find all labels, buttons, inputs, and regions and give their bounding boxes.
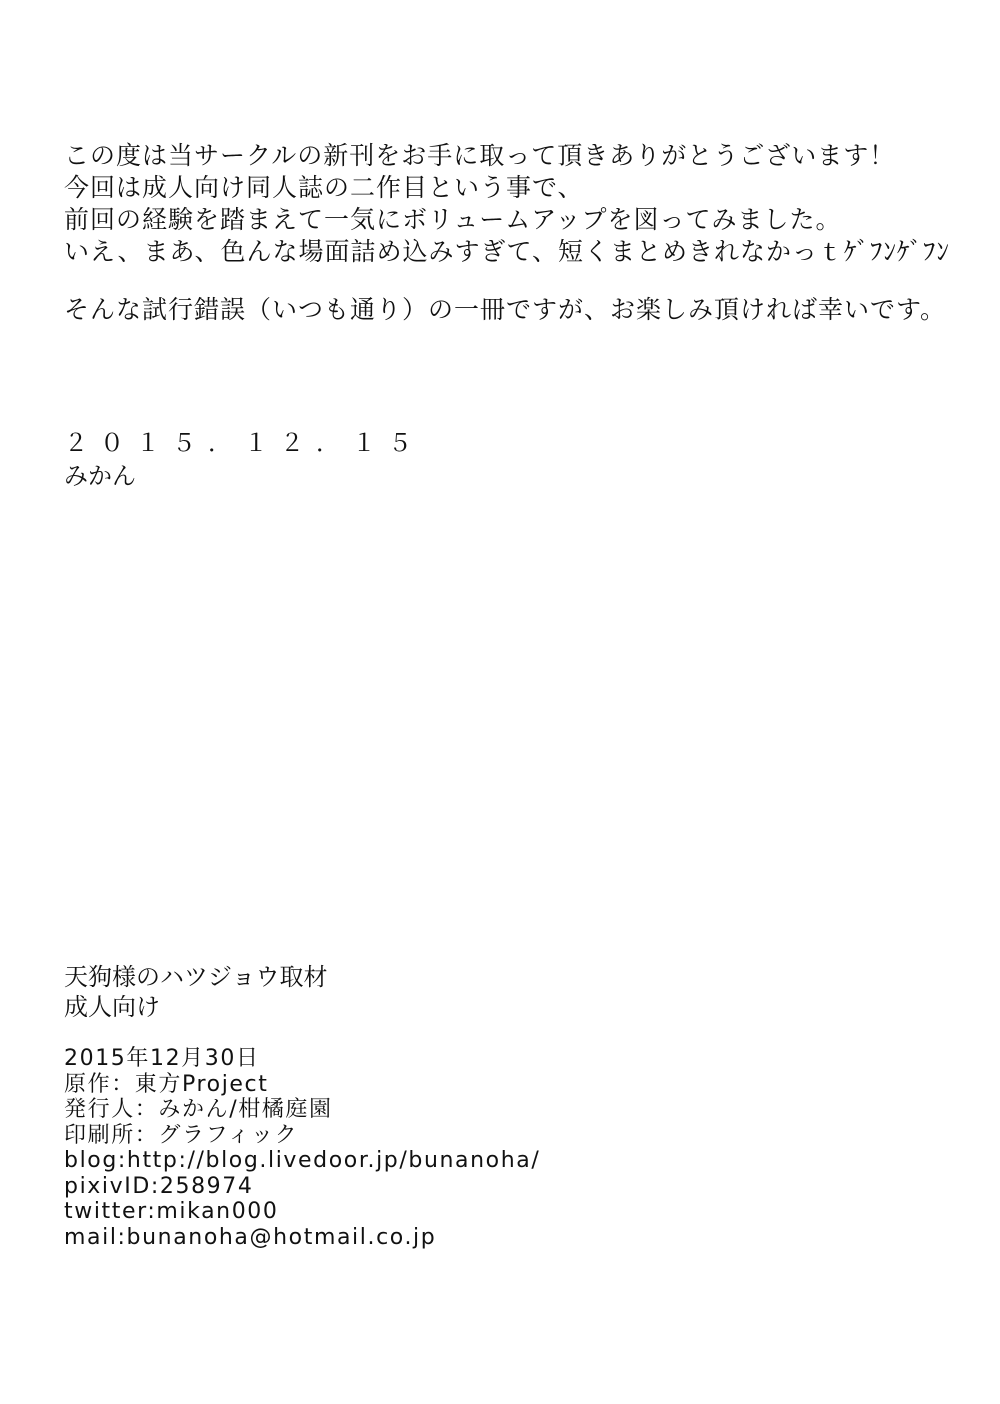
book-title: 天狗様のハツジョウ取材	[64, 963, 328, 991]
afterword-line: 今回は成人向け同人誌の二作目という事で、	[64, 173, 584, 202]
printer: 印刷所：グラフィック	[64, 1122, 299, 1148]
signature-name: みかん	[64, 462, 136, 490]
twitter-handle: twitter:mikan000	[64, 1199, 279, 1224]
pixiv-id: pixivID:258974	[64, 1173, 254, 1199]
colophon-spacer	[64, 1022, 540, 1046]
afterword-line: この度は当サークルの新刊をお手に取って頂きありがとうございます！	[64, 141, 896, 170]
publisher: 発行人：みかん/柑橘庭園	[64, 1097, 333, 1122]
afterword-line: そんな試行錯誤（いつも通り）の一冊ですが、お楽しみ頂ければ幸いです。	[64, 295, 947, 324]
afterword-line: 前回の経験を踏まえて一気にボリュームアップを図ってみました。	[64, 205, 842, 234]
book-rating: 成人向け	[64, 993, 160, 1021]
colophon-block	[64, 962, 540, 1250]
publish-date: 2015年12月30日	[64, 1046, 260, 1071]
signature-date: ２０１５．１２．１５	[64, 429, 424, 457]
original-work: 原作：東方Project	[64, 1071, 269, 1097]
afterword-text	[64, 140, 964, 326]
paragraph-gap	[64, 268, 964, 294]
author-signature	[64, 426, 424, 492]
blog-url: blog:http://blog.livedoor.jp/bunanoha/	[64, 1148, 541, 1173]
mail-address: mail:bunanoha@hotmail.co.jp	[64, 1224, 437, 1250]
afterword-line: いえ、まあ、色んな場面詰め込みすぎて、短くまとめきれなかっｔｹﾞﾌﾝｹﾞﾌﾝ	[64, 237, 951, 266]
